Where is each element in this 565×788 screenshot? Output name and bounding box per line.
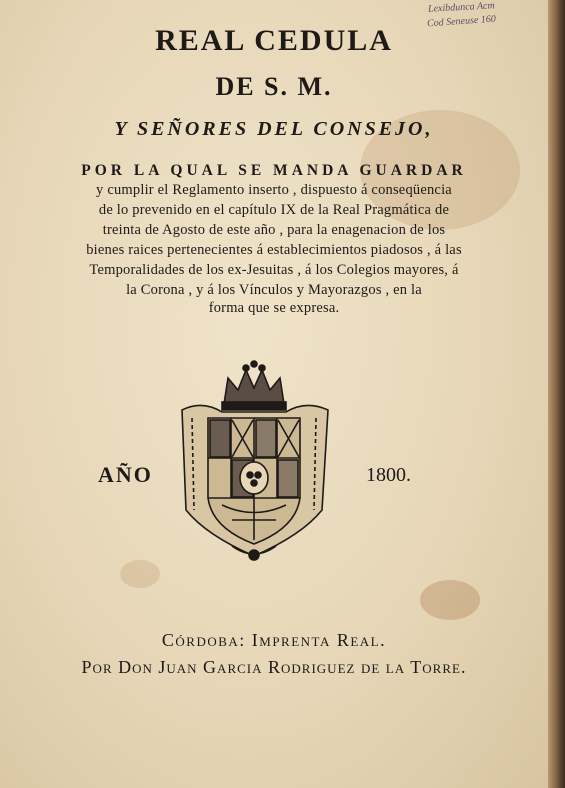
- paper-stain: [120, 560, 160, 588]
- body-line: treinta de Agosto de este año , para la enagenacion de los: [102, 222, 446, 238]
- body-line: Temporalidades de los ex-Jesuitas , á los Colegios mayores, á: [89, 262, 459, 278]
- handwritten-annotation: Lexibdunca Acm: [427, 0, 495, 15]
- document-subtitle: DE S. M.: [215, 72, 333, 101]
- document-subtitle-2: Y SEÑORES DEL CONSEJO,: [114, 118, 434, 140]
- imprint-line-2: Por Don Juan Garcia Rodriguez de la Torre.: [81, 657, 467, 677]
- imprint-line-1: Córdoba: Imprenta Real.: [161, 630, 387, 650]
- document-title: REAL CEDULA: [155, 24, 393, 57]
- book-gutter: [548, 0, 565, 788]
- body-line: bienes raices pertenecientes á establecimientos piadosos , á las: [86, 242, 462, 258]
- handwritten-annotation: Cod Seneuse 160: [426, 13, 497, 30]
- body-line: forma que se expresa.: [208, 300, 340, 316]
- paper-stain: [420, 580, 480, 620]
- body-line: y cumplir el Reglamento inserto , dispuesto á conseqüencia: [96, 182, 452, 198]
- year-label: AÑO: [98, 462, 153, 487]
- body-line: de lo prevenido en el capítulo IX de la Real Pragmática de: [98, 202, 450, 218]
- royal-coat-of-arms-icon: [172, 360, 337, 570]
- year-value: 1800.: [366, 464, 411, 486]
- body-line: la Corona , y á los Vínculos y Mayorazgos , en la: [126, 282, 422, 298]
- intro-line: POR LA QUAL SE MANDA GUARDAR: [81, 162, 467, 179]
